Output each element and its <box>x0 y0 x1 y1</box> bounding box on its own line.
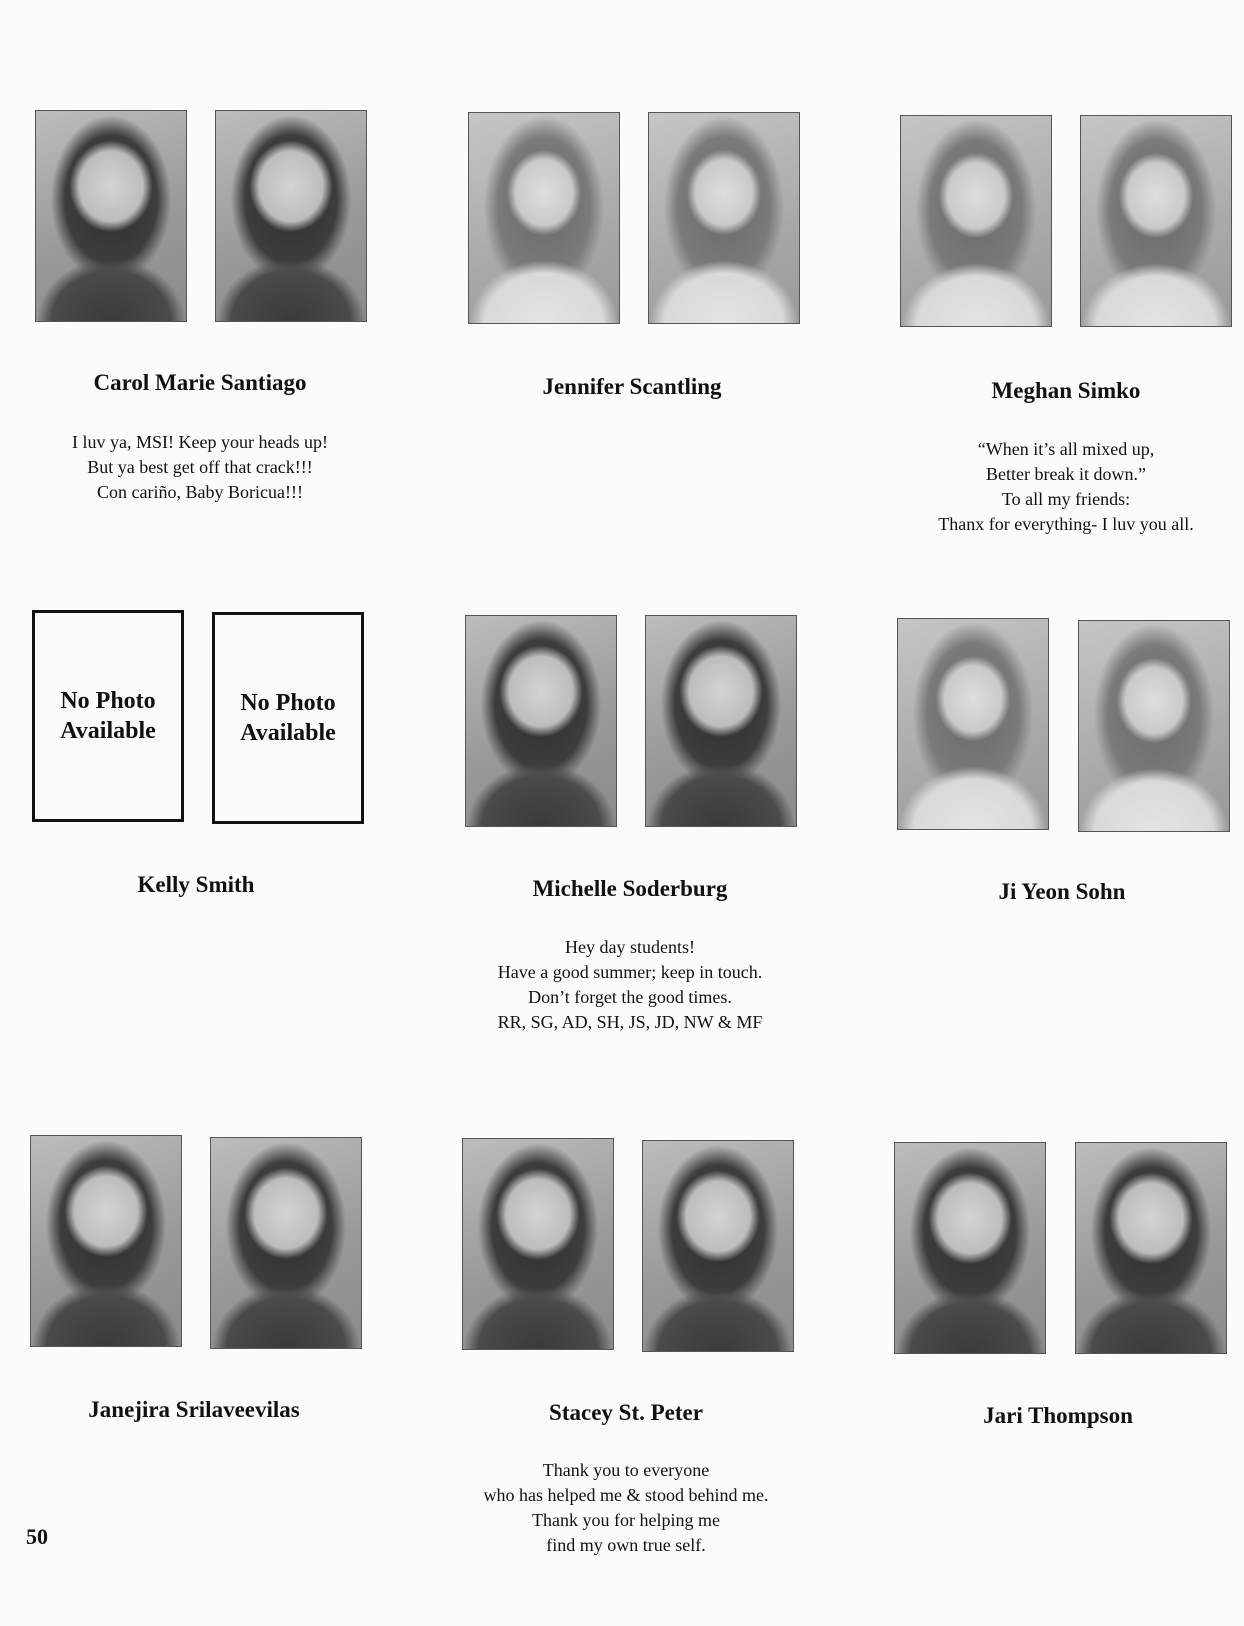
student-photo-thompson-2 <box>1075 1142 1227 1354</box>
student-photo-srilaveevilas-2 <box>210 1137 362 1349</box>
student-photo-soderburg-2 <box>645 615 797 827</box>
quote-line: Thank you to everyone <box>542 1460 710 1480</box>
student-name: Jari Thompson <box>983 1403 1133 1428</box>
quote-line: RR, SG, AD, SH, JS, JD, NW & MF <box>497 1012 763 1032</box>
quote-line: Con cariño, Baby Boricua!!! <box>97 482 303 502</box>
student-photo-thompson-1 <box>894 1142 1046 1354</box>
student-name: Janejira Srilaveevilas <box>88 1397 300 1422</box>
student-photo-simko-1 <box>900 115 1052 327</box>
student-photo-soderburg-1 <box>465 615 617 827</box>
no-photo-line: No Photo <box>60 688 156 714</box>
student-name: Kelly Smith <box>137 872 255 897</box>
student-name: Ji Yeon Sohn <box>998 879 1126 904</box>
student-photo-st-peter-1 <box>462 1138 614 1350</box>
quote-line: I luv ya, MSI! Keep your heads up! <box>72 432 328 452</box>
student-photo-simko-2 <box>1080 115 1232 327</box>
quote-line: Don’t forget the good times. <box>528 987 732 1007</box>
student-quote <box>440 935 820 1035</box>
no-photo-line: No Photo <box>240 690 336 716</box>
no-photo-placeholder <box>32 610 184 822</box>
no-photo-placeholder <box>212 612 364 824</box>
student-photo-sohn-1 <box>897 618 1049 830</box>
student-photo-scantling-2 <box>648 112 800 324</box>
quote-line: Thank you for helping me <box>532 1510 720 1530</box>
student-quote <box>876 437 1244 537</box>
student-name: Meghan Simko <box>991 378 1141 403</box>
student-photo-scantling-1 <box>468 112 620 324</box>
quote-line: Better break it down.” <box>986 464 1146 484</box>
student-photo-st-peter-2 <box>642 1140 794 1352</box>
quote-line: Have a good summer; keep in touch. <box>497 962 763 982</box>
no-photo-line: Available <box>240 720 336 746</box>
quote-line: Hey day students! <box>565 937 695 957</box>
quote-line: To all my friends: <box>1001 489 1131 509</box>
student-name: Carol Marie Santiago <box>93 370 307 395</box>
student-quote <box>10 430 390 505</box>
page-number: 50 <box>26 1524 48 1549</box>
student-quote <box>436 1458 816 1558</box>
quote-line: “When it’s all mixed up, <box>977 439 1155 459</box>
student-photo-santiago-2 <box>215 110 367 322</box>
quote-line: find my own true self. <box>546 1535 706 1555</box>
student-name: Jennifer Scantling <box>542 374 722 399</box>
student-name: Michelle Soderburg <box>532 876 728 901</box>
quote-line: But ya best get off that crack!!! <box>87 457 313 477</box>
student-photo-santiago-1 <box>35 110 187 322</box>
no-photo-line: Available <box>60 718 156 744</box>
student-photo-sohn-2 <box>1078 620 1230 832</box>
student-photo-srilaveevilas-1 <box>30 1135 182 1347</box>
quote-line: who has helped me & stood behind me. <box>483 1485 769 1505</box>
student-name: Stacey St. Peter <box>549 1400 703 1425</box>
quote-line: Thanx for everything- I luv you all. <box>938 514 1194 534</box>
